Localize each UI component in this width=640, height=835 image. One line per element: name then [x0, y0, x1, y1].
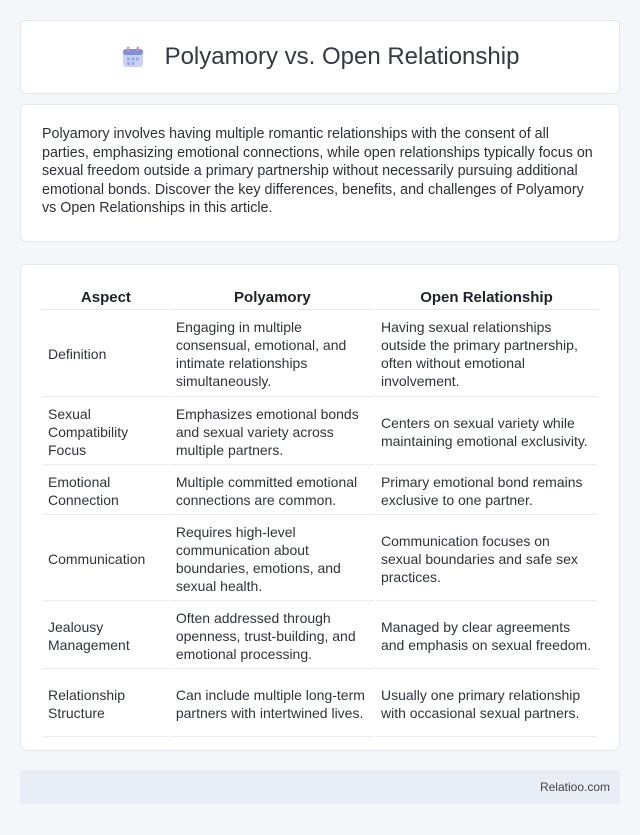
- table-header-row: [43, 287, 597, 310]
- aspect-cell: Jealousy Management: [43, 603, 169, 669]
- aspect-cell: Definition: [43, 312, 169, 397]
- calendar-icon: [121, 45, 145, 69]
- table-row: [43, 603, 597, 669]
- intro-paragraph: Polyamory involves having multiple romantic relationships with the consent of all parties, emphasizing emotional connections, while open relationships typically focus on sexual freedom outside a primary partnership without necessarily pursuing additional emotional bonds. Discover the key differences, benefits, and challenges of Polyamory vs Open Relationships in this article.: [42, 126, 593, 217]
- header-aspect: Aspect: [43, 287, 169, 310]
- table-row: [43, 312, 597, 397]
- title-wrap: [121, 43, 520, 71]
- title-card: [20, 20, 620, 94]
- header-open-relationship: Open Relationship: [376, 287, 597, 310]
- polyamory-cell: Engaging in multiple consensual, emotional, and intimate relationships simultaneously.: [171, 312, 374, 397]
- footer-brand: Relatioo.com: [539, 780, 610, 794]
- aspect-cell: Communication: [43, 517, 169, 601]
- page-title: Polyamory vs. Open Relationship: [164, 43, 520, 70]
- header-polyamory: Polyamory: [171, 287, 374, 310]
- polyamory-cell: Emphasizes emotional bonds and sexual variety across multiple partners.: [171, 399, 374, 465]
- comparison-card: [20, 264, 620, 751]
- open-relationship-cell: Usually one primary relationship with occasional sexual partners.: [376, 671, 597, 737]
- open-relationship-cell: Centers on sexual variety while maintaining emotional exclusivity.: [376, 399, 597, 465]
- table-row: [43, 517, 597, 601]
- open-relationship-cell: Having sexual relationships outside the primary partnership, often without emotional involvement.: [376, 312, 597, 397]
- polyamory-cell: Can include multiple long-term partners with intertwined lives.: [171, 671, 374, 737]
- footer: [20, 770, 620, 804]
- polyamory-cell: Often addressed through openness, trust-building, and emotional processing.: [171, 603, 374, 669]
- aspect-cell: Relationship Structure: [43, 671, 169, 737]
- open-relationship-cell: Communication focuses on sexual boundaries and safe sex practices.: [376, 517, 597, 601]
- aspect-cell: Emotional Connection: [43, 467, 169, 515]
- intro-card: [20, 104, 620, 242]
- open-relationship-cell: Managed by clear agreements and emphasis on sexual freedom.: [376, 603, 597, 669]
- polyamory-cell: Requires high-level communication about boundaries, emotions, and sexual health.: [171, 517, 374, 601]
- aspect-cell: Sexual Compatibility Focus: [43, 399, 169, 465]
- table-row: [43, 399, 597, 465]
- polyamory-cell: Multiple committed emotional connections are common.: [171, 467, 374, 515]
- open-relationship-cell: Primary emotional bond remains exclusive to one partner.: [376, 467, 597, 515]
- comparison-table: [41, 285, 599, 739]
- table-row: [43, 467, 597, 515]
- table-row: [43, 671, 597, 737]
